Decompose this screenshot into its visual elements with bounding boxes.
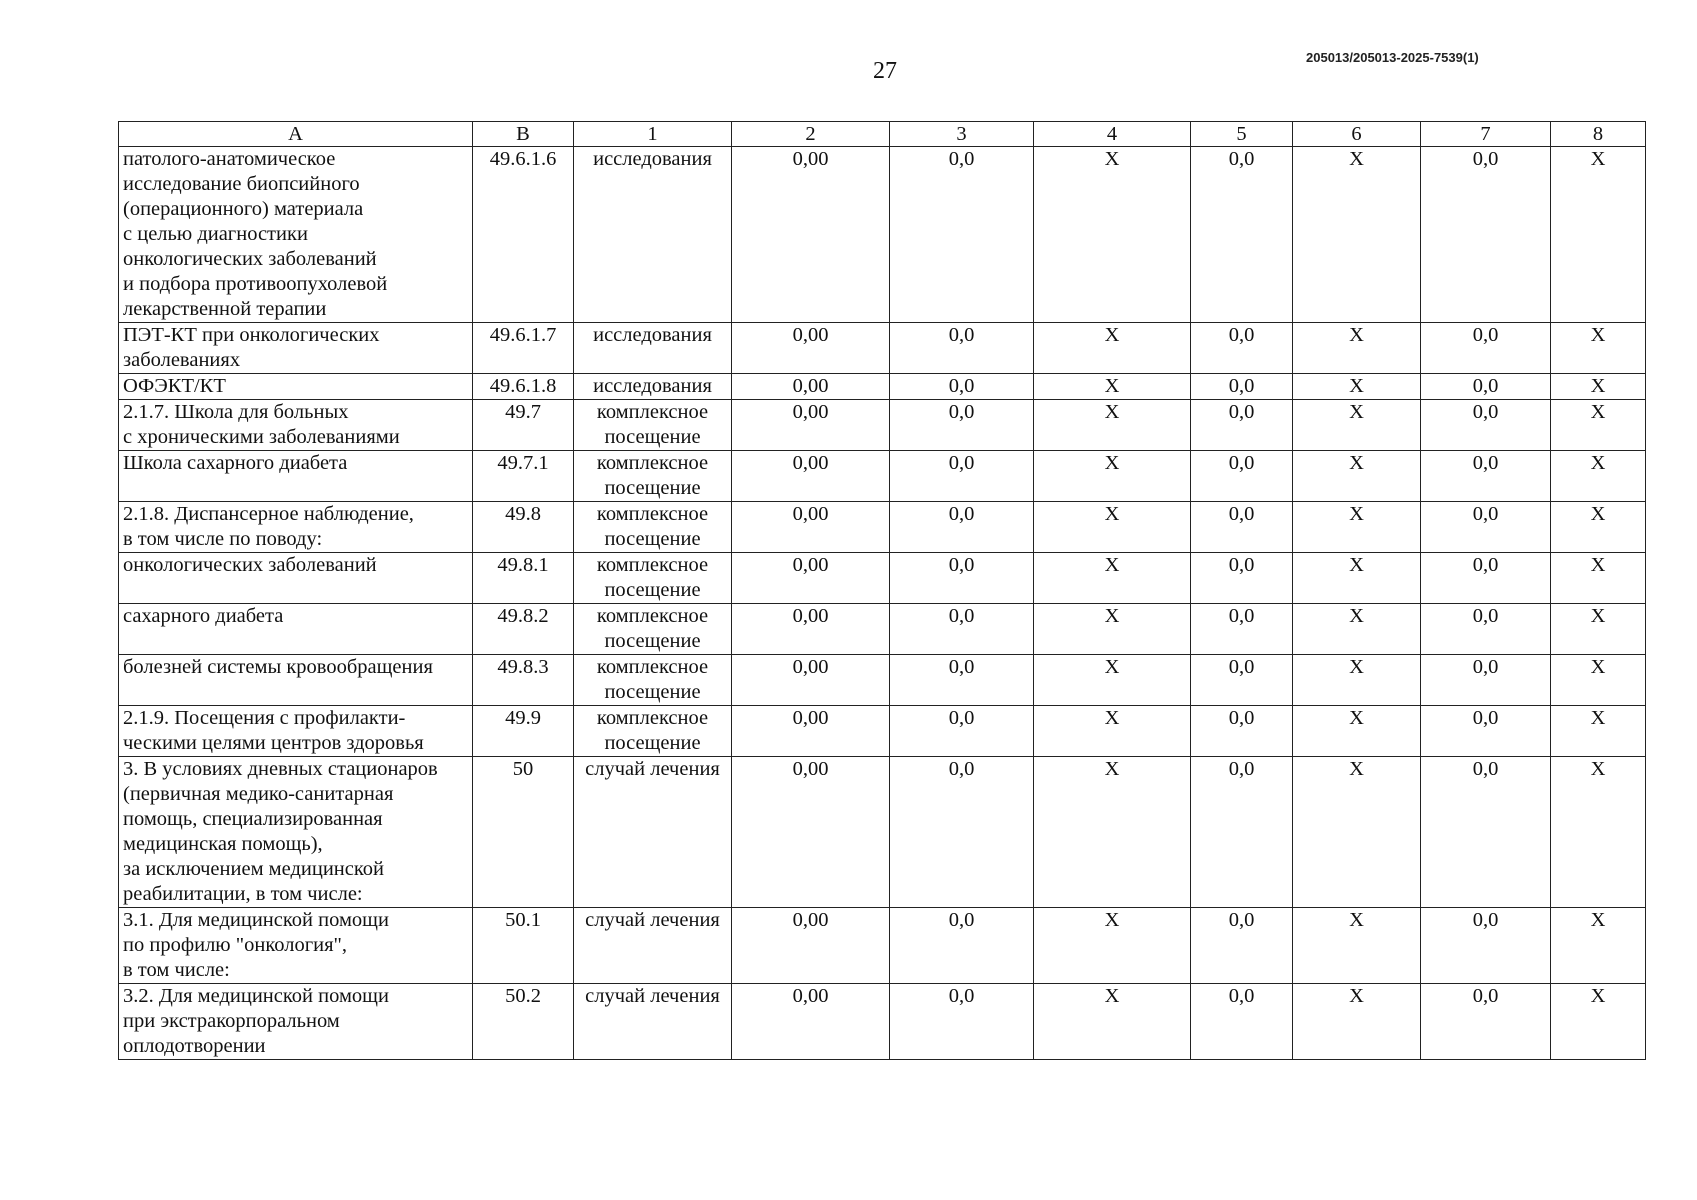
row-name-cell: онкологических заболеваний: [119, 553, 473, 604]
row-code-cell: 50.2: [473, 984, 574, 1060]
row-code-cell: 49.7.1: [473, 451, 574, 502]
row-unit-cell: комплексное посещение: [574, 451, 732, 502]
row-value-cell: 0,0: [1191, 374, 1293, 400]
row-name-cell: 2.1.9. Посещения с профилакти- ческими целями центров здоровья: [119, 706, 473, 757]
row-value-cell: X: [1293, 400, 1421, 451]
table-row: [119, 400, 1646, 451]
header-cell: 3: [890, 122, 1034, 147]
header-cell: В: [473, 122, 574, 147]
table-row: [119, 502, 1646, 553]
row-value-cell: X: [1551, 706, 1646, 757]
row-value-cell: X: [1293, 451, 1421, 502]
row-name-cell: 3.1. Для медицинской помощи по профилю "онкология", в том числе:: [119, 908, 473, 984]
row-value-cell: X: [1293, 655, 1421, 706]
table-row: [119, 908, 1646, 984]
header-cell: 5: [1191, 122, 1293, 147]
row-value-cell: X: [1034, 984, 1191, 1060]
data-table: [118, 121, 1646, 1060]
row-value-cell: 0,0: [1421, 553, 1551, 604]
row-value-cell: 0,0: [890, 984, 1034, 1060]
row-name-cell: 2.1.7. Школа для больных с хроническими заболеваниями: [119, 400, 473, 451]
row-value-cell: 0,0: [1191, 553, 1293, 604]
row-value-cell: X: [1551, 984, 1646, 1060]
row-unit-cell: комплексное посещение: [574, 655, 732, 706]
row-value-cell: 0,0: [890, 757, 1034, 908]
row-name-cell: Школа сахарного диабета: [119, 451, 473, 502]
row-value-cell: X: [1293, 147, 1421, 323]
row-code-cell: 49.8.3: [473, 655, 574, 706]
row-name-cell: ОФЭКТ/КТ: [119, 374, 473, 400]
row-value-cell: X: [1551, 604, 1646, 655]
row-value-cell: X: [1293, 984, 1421, 1060]
row-value-cell: X: [1293, 374, 1421, 400]
row-value-cell: 0,0: [890, 147, 1034, 323]
row-value-cell: 0,00: [732, 374, 890, 400]
row-value-cell: 0,0: [890, 400, 1034, 451]
row-value-cell: 0,0: [1421, 147, 1551, 323]
row-name-cell: 3. В условиях дневных стационаров (первичная медико-санитарная помощь, специализированная медицинская помощь), за исключением медицинской реабилитации, в том числе:: [119, 757, 473, 908]
header-row: [119, 122, 1646, 147]
table-row: [119, 655, 1646, 706]
row-value-cell: X: [1034, 451, 1191, 502]
table-row: [119, 604, 1646, 655]
row-value-cell: X: [1293, 604, 1421, 655]
row-value-cell: 0,0: [1191, 147, 1293, 323]
row-value-cell: 0,0: [1191, 908, 1293, 984]
document-code: 205013/205013-2025-7539(1): [1306, 50, 1479, 65]
row-code-cell: 49.8.2: [473, 604, 574, 655]
row-code-cell: 50: [473, 757, 574, 908]
row-unit-cell: случай лечения: [574, 908, 732, 984]
row-value-cell: 0,0: [890, 502, 1034, 553]
row-name-cell: патолого-анатомическое исследование биопсийного (операционного) материала с целью диагностики онкологических заболеваний и подбора противоопухолевой лекарственной терапии: [119, 147, 473, 323]
row-value-cell: 0,0: [1191, 655, 1293, 706]
row-value-cell: 0,0: [1421, 323, 1551, 374]
row-unit-cell: комплексное посещение: [574, 553, 732, 604]
row-unit-cell: комплексное посещение: [574, 604, 732, 655]
row-code-cell: 49.6.1.7: [473, 323, 574, 374]
row-value-cell: X: [1293, 553, 1421, 604]
row-unit-cell: исследования: [574, 323, 732, 374]
row-name-cell: ПЭТ-КТ при онкологических заболеваниях: [119, 323, 473, 374]
row-value-cell: X: [1293, 706, 1421, 757]
row-value-cell: 0,0: [1191, 757, 1293, 908]
row-value-cell: 0,0: [1421, 655, 1551, 706]
table-row: [119, 323, 1646, 374]
table-row: [119, 757, 1646, 908]
row-value-cell: X: [1293, 908, 1421, 984]
row-value-cell: 0,0: [1421, 706, 1551, 757]
row-code-cell: 50.1: [473, 908, 574, 984]
header-cell: 7: [1421, 122, 1551, 147]
table-row: [119, 984, 1646, 1060]
row-value-cell: 0,0: [1421, 502, 1551, 553]
row-value-cell: 0,0: [1421, 451, 1551, 502]
row-value-cell: 0,0: [890, 323, 1034, 374]
row-value-cell: X: [1551, 374, 1646, 400]
row-value-cell: 0,00: [732, 553, 890, 604]
row-value-cell: 0,0: [1191, 451, 1293, 502]
row-name-cell: 3.2. Для медицинской помощи при экстракорпоральном оплодотворении: [119, 984, 473, 1060]
row-value-cell: 0,0: [1421, 374, 1551, 400]
table-row: [119, 451, 1646, 502]
row-unit-cell: исследования: [574, 374, 732, 400]
row-value-cell: 0,0: [1191, 984, 1293, 1060]
header-cell: 8: [1551, 122, 1646, 147]
row-value-cell: 0,0: [1421, 400, 1551, 451]
row-unit-cell: случай лечения: [574, 757, 732, 908]
row-unit-cell: случай лечения: [574, 984, 732, 1060]
row-value-cell: 0,00: [732, 908, 890, 984]
row-value-cell: X: [1034, 604, 1191, 655]
row-value-cell: X: [1551, 655, 1646, 706]
row-value-cell: 0,00: [732, 502, 890, 553]
row-value-cell: X: [1034, 757, 1191, 908]
row-code-cell: 49.7: [473, 400, 574, 451]
row-value-cell: X: [1551, 147, 1646, 323]
row-value-cell: X: [1034, 147, 1191, 323]
row-value-cell: 0,0: [1421, 604, 1551, 655]
row-unit-cell: комплексное посещение: [574, 400, 732, 451]
row-value-cell: X: [1034, 553, 1191, 604]
row-value-cell: X: [1034, 655, 1191, 706]
row-value-cell: X: [1034, 374, 1191, 400]
row-code-cell: 49.6.1.6: [473, 147, 574, 323]
row-value-cell: 0,0: [1191, 604, 1293, 655]
row-value-cell: X: [1034, 908, 1191, 984]
row-value-cell: X: [1551, 451, 1646, 502]
row-value-cell: X: [1293, 757, 1421, 908]
row-value-cell: 0,0: [890, 908, 1034, 984]
row-value-cell: 0,0: [890, 374, 1034, 400]
row-value-cell: 0,0: [1191, 323, 1293, 374]
row-code-cell: 49.8: [473, 502, 574, 553]
table-row: [119, 553, 1646, 604]
row-value-cell: X: [1551, 323, 1646, 374]
row-value-cell: 0,0: [890, 655, 1034, 706]
row-value-cell: X: [1551, 502, 1646, 553]
row-value-cell: X: [1551, 908, 1646, 984]
row-value-cell: 0,00: [732, 323, 890, 374]
table-row: [119, 374, 1646, 400]
row-value-cell: 0,00: [732, 604, 890, 655]
row-name-cell: болезней системы кровообращения: [119, 655, 473, 706]
row-value-cell: 0,0: [890, 706, 1034, 757]
row-unit-cell: исследования: [574, 147, 732, 323]
header-cell: 4: [1034, 122, 1191, 147]
row-code-cell: 49.8.1: [473, 553, 574, 604]
row-value-cell: X: [1034, 706, 1191, 757]
row-value-cell: X: [1551, 553, 1646, 604]
row-value-cell: 0,00: [732, 400, 890, 451]
row-value-cell: 0,00: [732, 984, 890, 1060]
row-value-cell: 0,00: [732, 451, 890, 502]
row-value-cell: X: [1034, 323, 1191, 374]
header-cell: А: [119, 122, 473, 147]
row-value-cell: 0,0: [1191, 502, 1293, 553]
row-value-cell: 0,0: [1421, 757, 1551, 908]
row-name-cell: 2.1.8. Диспансерное наблюдение, в том числе по поводу:: [119, 502, 473, 553]
row-value-cell: 0,0: [1421, 984, 1551, 1060]
row-value-cell: 0,0: [890, 451, 1034, 502]
row-unit-cell: комплексное посещение: [574, 502, 732, 553]
row-unit-cell: комплексное посещение: [574, 706, 732, 757]
row-value-cell: 0,00: [732, 706, 890, 757]
table-row: [119, 706, 1646, 757]
page-number: 27: [873, 58, 897, 84]
row-value-cell: 0,00: [732, 147, 890, 323]
row-value-cell: X: [1551, 400, 1646, 451]
row-value-cell: 0,0: [1191, 400, 1293, 451]
row-value-cell: 0,0: [890, 604, 1034, 655]
row-value-cell: X: [1034, 502, 1191, 553]
row-value-cell: 0,0: [1191, 706, 1293, 757]
row-value-cell: 0,0: [1421, 908, 1551, 984]
table-row: [119, 147, 1646, 323]
row-code-cell: 49.6.1.8: [473, 374, 574, 400]
row-name-cell: сахарного диабета: [119, 604, 473, 655]
header-cell: 1: [574, 122, 732, 147]
row-value-cell: X: [1293, 502, 1421, 553]
header-cell: 2: [732, 122, 890, 147]
row-code-cell: 49.9: [473, 706, 574, 757]
header-cell: 6: [1293, 122, 1421, 147]
row-value-cell: 0,00: [732, 757, 890, 908]
row-value-cell: X: [1551, 757, 1646, 908]
row-value-cell: 0,00: [732, 655, 890, 706]
row-value-cell: X: [1293, 323, 1421, 374]
row-value-cell: X: [1034, 400, 1191, 451]
row-value-cell: 0,0: [890, 553, 1034, 604]
